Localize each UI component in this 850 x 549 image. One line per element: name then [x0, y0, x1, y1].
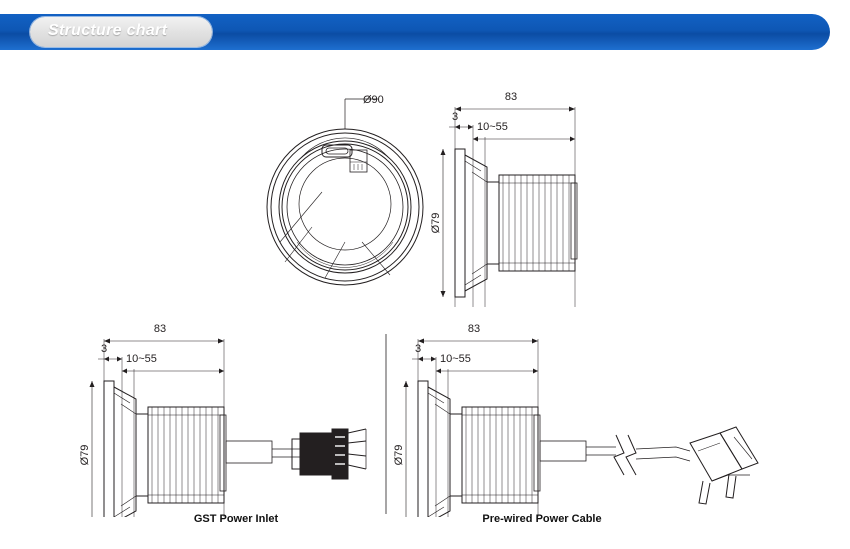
top-section-flange-label: 3: [451, 111, 459, 124]
top-section-length-label: 83: [504, 91, 518, 104]
gst-power-inlet-caption: GST Power Inlet: [193, 513, 279, 525]
top-section-diameter-label: Ø79: [430, 212, 442, 234]
page-title: Structure chart: [48, 22, 168, 39]
gst-length-label: 83: [153, 323, 167, 336]
prewired-power-cable-drawing: [390, 317, 790, 517]
gst-flange-label: 3: [100, 343, 108, 356]
gst-power-inlet-drawing: [60, 317, 420, 517]
prewired-power-cable-caption: Pre-wired Power Cable: [482, 513, 602, 525]
cable-clamp-label: 10~55: [440, 353, 471, 366]
top-section-clamp-label: 10~55: [477, 121, 508, 134]
gst-clamp-label: 10~55: [126, 353, 157, 366]
cable-diameter-label: Ø79: [393, 444, 405, 466]
cable-length-label: 83: [467, 323, 481, 336]
header-banner: [0, 0, 850, 62]
cable-flange-label: 3: [414, 343, 422, 356]
structure-drawings: [0, 62, 850, 549]
top-view-diameter-label: Ø90: [363, 94, 384, 107]
gst-diameter-label: Ø79: [79, 444, 91, 466]
top-section-drawing: [425, 87, 625, 307]
